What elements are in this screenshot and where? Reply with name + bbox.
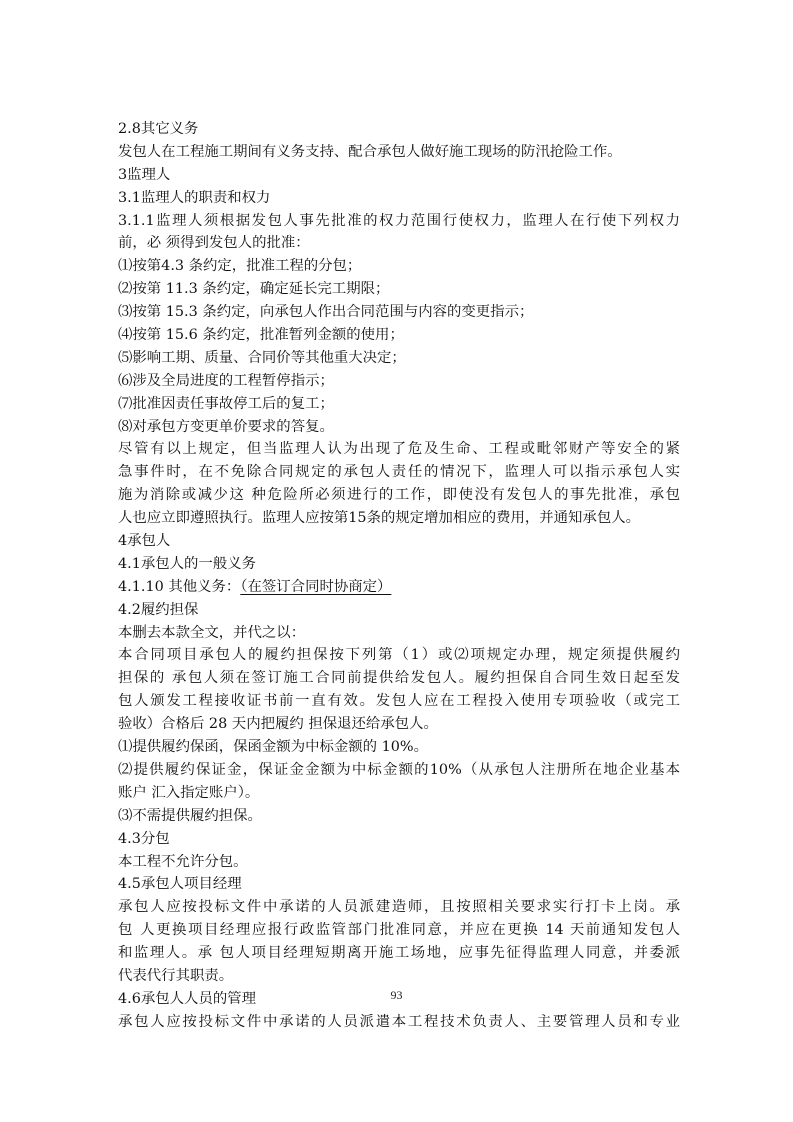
paragraph-line: 人也应立即遵照执行。监理人应按第15条的规定增加相应的费用，并通知承包人。 (118, 510, 640, 527)
section-heading: 4.5承包人项目经理 (118, 876, 242, 893)
paragraph-line: 3.1.1监理人须根据发包人事先批准的权力范围行使权力，监理人在行使下列权力 (118, 212, 680, 229)
clause-label: 4.1.10 其他义务： (118, 578, 241, 595)
document-body (118, 118, 680, 1034)
paragraph-line: 账户 汇入指定账户）。 (118, 784, 260, 801)
paragraph-line: 包 人更换项目经理应报行政监管部门批准同意，并应在更换 14 天前通知发包人 (118, 922, 680, 939)
paragraph-line: 承包人应按投标文件中承诺的人员派建造师，且按照相关要求实行打卡上岗。承 (118, 899, 680, 916)
list-item: ⑶不需提供履约担保。 (118, 807, 262, 824)
list-item: ⑸影响工期、质量、合同价等其他重大决定； (118, 349, 406, 366)
paragraph-line: 施为消除或减少这 种危险所必须进行的工作，即使没有发包人的事先批准，承包 (118, 487, 680, 504)
paragraph-line: 本删去本款全文，并代之以： (118, 624, 306, 641)
paragraph-line: 本合同项目承包人的履约担保按下列第（1）或⑵项规定办理，规定须提供履约 (118, 647, 680, 664)
page-number: 93 (390, 988, 403, 1002)
list-item: ⑵按第 11.3 条约定，确定延长完工期限； (118, 281, 390, 298)
section-heading: 4.1承包人的一般义务 (118, 555, 257, 572)
section-heading: 4.6承包人人员的管理 (118, 990, 257, 1007)
underlined-blank: （在签订合同时协商定） (240, 578, 392, 595)
paragraph-line: 和监理人。承 包人项目经理短期离开施工场地，应事先征得监理人同意，并委派 (118, 945, 680, 962)
paragraph-line: 代表代行其职责。 (118, 967, 234, 984)
list-item: ⑷按第 15.6 条约定，批准暂列金额的使用； (118, 327, 404, 344)
list-item: ⑴提供履约保函，保函金额为中标金额的 10%。 (118, 739, 428, 756)
paragraph-line: 发包人在工程施工期间有义务支持、配合承包人做好施工现场的防汛抢险工作。 (118, 143, 622, 160)
section-heading: 4承包人 (118, 533, 171, 550)
list-item: ⑵提供履约保证金，保证金金额为中标金额的10%（从承包人注册所在地企业基本 (118, 761, 680, 778)
paragraph-line: 尽管有以上规定，但当监理人认为出现了危及生命、工程或毗邻财产等安全的紧 (118, 441, 680, 458)
section-heading: 3监理人 (118, 166, 171, 183)
list-item: ⑹涉及全局进度的工程暂停指示； (118, 372, 334, 389)
paragraph-line: 前，必 须得到发包人的批准： (118, 235, 310, 252)
section-heading: 2.8其它义务 (118, 121, 199, 137)
paragraph-line: 验收）合格后 28 天内把履约 担保退还给承包人。 (118, 716, 438, 733)
section-heading: 4.2履约担保 (118, 601, 199, 618)
paragraph-line: 担保的 承包人须在签订施工合同前提供给发包人。履约担保自合同生效日起至发 (118, 670, 680, 687)
paragraph-line: 急事件时，在不免除合同规定的承包人责任的情况下，监理人可以指示承包人实 (118, 464, 680, 481)
section-heading: 4.3分包 (118, 830, 170, 847)
paragraph-line: 承包人应按投标文件中承诺的人员派遣本工程技术负责人、主要管理人员和专业 (118, 1013, 680, 1030)
list-item: ⑻对承包方变更单价要求的答复。 (118, 418, 334, 435)
list-item: ⑴按第4.3 条约定，批准工程的分包； (118, 258, 362, 275)
paragraph-line: 包人颁发工程接收证书前一直有效。发包人应在工程投入使用专项验收（或完工 (118, 693, 680, 710)
list-item: ⑶按第 15.3 条约定，向承包人作出合同范围与内容的变更指示； (118, 304, 534, 321)
paragraph-line: 本工程不允许分包。 (118, 853, 248, 870)
paragraph-line (118, 576, 680, 599)
list-item: ⑺批准因责任事故停工后的复工； (118, 395, 334, 412)
section-heading: 3.1监理人的职责和权力 (118, 189, 271, 206)
